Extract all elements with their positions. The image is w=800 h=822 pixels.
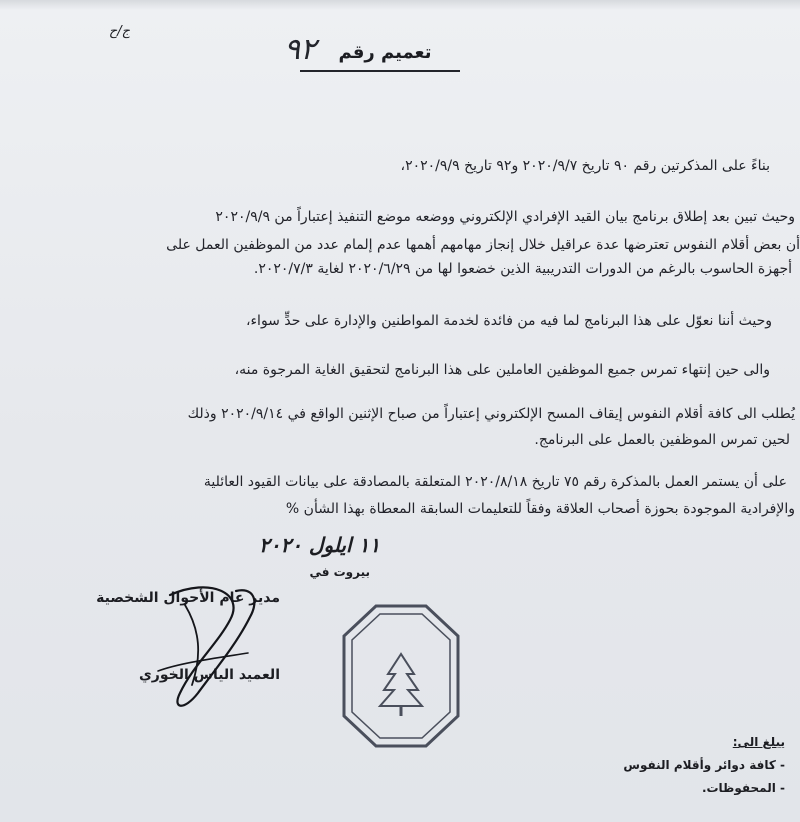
title-underline — [300, 70, 460, 72]
handwritten-signature — [140, 575, 280, 715]
page-top-edge — [0, 0, 800, 10]
circular-number: ٩٢ — [284, 32, 317, 67]
circular-title: تعميم رقم — [338, 42, 432, 63]
recipients-heading: يبلغ الى: — [732, 735, 785, 749]
paragraph-basis: بناءً على المذكرتين رقم ٩٠ تاريخ ٢٠٢٠/٩/٧ و٩٢ تاريخ ٢٠٢٠/٩/٩، — [400, 158, 770, 174]
paragraph-continuation-line-2: والإفرادية الموجودة بحوزة أصحاب العلاقة وفقاً للتعليمات السابقة المعطاة بهذا الشأن % — [285, 501, 795, 517]
recipient-item: - كافة دوائر وأقلام النفوس — [623, 758, 785, 772]
official-stamp — [340, 602, 462, 750]
signatory-name: العميد الياس الخوري — [138, 667, 280, 683]
paragraph-whereas-line-2: أن بعض أقلام النفوس تعترضها عدة عراقيل خلال إنجاز مهامهم أهمها عدم إلمام عدد من الموظفين العمل على — [166, 237, 800, 253]
reference-code: ج/ح — [108, 24, 130, 39]
paragraph-request-line-2: لحين تمرس الموظفين بالعمل على البرنامج. — [534, 432, 790, 448]
paragraph-whereas-line-1: وحيث تبين بعد إطلاق برنامج بيان القيد الإفرادي الإلكتروني ووضعه موضع التنفيذ إعتباراً من ٢٠٢٠/٩/٩ — [215, 209, 795, 225]
paragraph-whereas-line-3: أجهزة الحاسوب بالرغم من الدورات التدريبية الذين خضعوا لها من ٢٠٢٠/٦/٢٩ لغاية ٢٠٢٠/٧/٣. — [253, 261, 792, 277]
signatory-title: مدير عام الأحوال الشخصية — [96, 590, 280, 606]
paragraph-continuation-line-1: على أن يستمر العمل بالمذكرة رقم ٧٥ تاريخ ٢٠٢٠/٨/١٨ المتعلقة بالمصادقة على بيانات القيود العائلية — [203, 474, 787, 490]
handwritten-date: ١١ ايلول ٢٠٢٠ — [259, 533, 380, 557]
paragraph-pending: والى حين إنتهاء تمرس جميع الموظفين العاملين على هذا البرنامج لتحقيق الغاية المرجوة منه، — [234, 362, 770, 378]
paragraph-reliance: وحيث أننا نعوّل على هذا البرنامج لما فيه من فائدة لخدمة المواطنين والإدارة على حدٍّ سواء، — [245, 313, 772, 329]
place-label: بيروت في — [309, 565, 370, 579]
cedar-tree-icon — [380, 654, 422, 716]
recipient-item: - المحفوظات. — [701, 781, 785, 795]
paragraph-request-line-1: يُطلب الى كافة أقلام النفوس إيقاف المسح الإلكتروني إعتباراً من صباح الإثنين الواقع في ٢٠٢٠/٩/١٤ وذلك — [187, 406, 795, 422]
